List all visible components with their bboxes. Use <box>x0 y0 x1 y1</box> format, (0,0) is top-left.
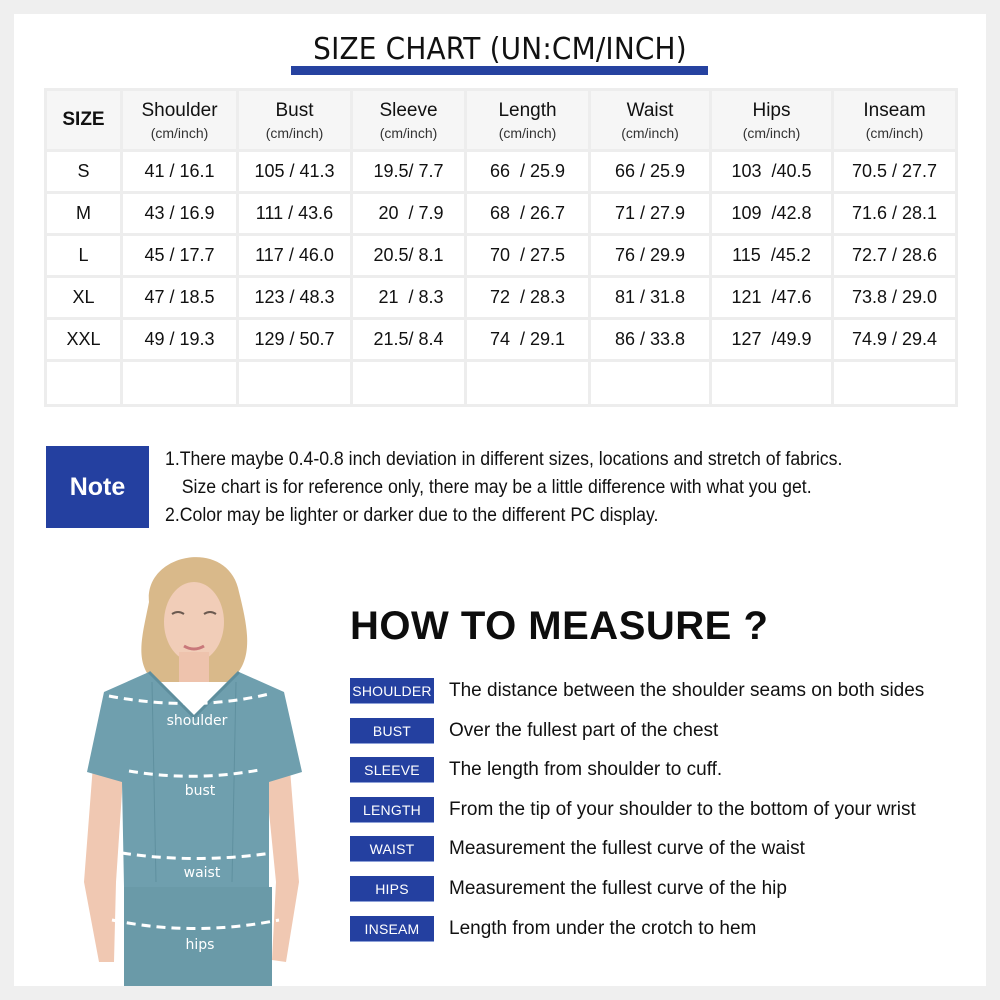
table-cell: 19.5/ 7.7 <box>352 151 466 193</box>
table-cell: 123 / 48.3 <box>238 277 352 319</box>
table-header-row <box>46 90 957 151</box>
title-underline-bar <box>291 66 708 75</box>
model-measurement-image <box>54 542 324 986</box>
size-cell: XL <box>46 277 122 319</box>
size-cell: M <box>46 193 122 235</box>
table-cell: 66 / 25.9 <box>590 151 711 193</box>
measure-tag: SLEEVE <box>350 757 434 783</box>
measure-item-shoulder <box>350 678 924 704</box>
table-cell: 47 / 18.5 <box>122 277 238 319</box>
table-cell: 49 / 19.3 <box>122 319 238 361</box>
table-cell: 105 / 41.3 <box>238 151 352 193</box>
column-header-inseam: Inseam (cm/inch) <box>833 90 957 151</box>
column-header-bust: Bust (cm/inch) <box>238 90 352 151</box>
table-cell: 72 / 28.3 <box>466 277 590 319</box>
measure-desc: Length from under the crotch to hem <box>449 918 757 939</box>
table-cell: 129 / 50.7 <box>238 319 352 361</box>
table-cell: 21.5/ 8.4 <box>352 319 466 361</box>
how-to-measure-title: HOW TO MEASURE ? <box>350 604 769 648</box>
measure-desc: The distance between the shoulder seams on both sides <box>449 680 925 701</box>
table-cell: 45 / 17.7 <box>122 235 238 277</box>
table-cell: 71 / 27.9 <box>590 193 711 235</box>
table-cell: 76 / 29.9 <box>590 235 711 277</box>
table-row <box>46 151 957 193</box>
measure-tag: INSEAM <box>350 916 434 942</box>
table-cell: 71.6 / 28.1 <box>833 193 957 235</box>
table-cell: 73.8 / 29.0 <box>833 277 957 319</box>
waist-label: waist <box>183 865 221 881</box>
table-cell: 86 / 33.8 <box>590 319 711 361</box>
measure-desc: Measurement the fullest curve of the waist <box>449 838 805 859</box>
table-row <box>46 277 957 319</box>
table-row <box>46 319 957 361</box>
table-cell: 111 / 43.6 <box>238 193 352 235</box>
table-cell: 74 / 29.1 <box>466 319 590 361</box>
measure-tag: BUST <box>350 718 434 744</box>
size-chart-page <box>14 14 986 986</box>
table-cell: 43 / 16.9 <box>122 193 238 235</box>
model-illustration <box>54 542 324 986</box>
column-header-hips: Hips (cm/inch) <box>711 90 833 151</box>
table-row <box>46 193 957 235</box>
table-cell: 117 / 46.0 <box>238 235 352 277</box>
table-cell: 41 / 16.1 <box>122 151 238 193</box>
table-cell: 81 / 31.8 <box>590 277 711 319</box>
hips-label: hips <box>185 937 215 953</box>
note-line-3: 2.Color may be lighter or darker due to the different PC display. <box>165 505 659 526</box>
column-header-size: SIZE <box>46 90 122 151</box>
measure-desc: From the tip of your shoulder to the bottom of your wrist <box>449 799 916 820</box>
measure-item-length <box>350 797 916 823</box>
table-cell: 127 /49.9 <box>711 319 833 361</box>
column-header-waist: Waist (cm/inch) <box>590 90 711 151</box>
note-text <box>165 446 909 530</box>
table-cell: 109 /42.8 <box>711 193 833 235</box>
column-header-sleeve: Sleeve (cm/inch) <box>352 90 466 151</box>
empty-table-row <box>46 361 957 406</box>
table-cell: 20 / 7.9 <box>352 193 466 235</box>
table-cell: 21 / 8.3 <box>352 277 466 319</box>
column-header-length: Length (cm/inch) <box>466 90 590 151</box>
measure-tag: SHOULDER <box>350 678 434 704</box>
bust-label: bust <box>184 783 216 799</box>
table-cell: 68 / 26.7 <box>466 193 590 235</box>
table-row <box>46 235 957 277</box>
table-cell: 70.5 / 27.7 <box>833 151 957 193</box>
table-cell: 115 /45.2 <box>711 235 833 277</box>
note-line-1: 1.There maybe 0.4-0.8 inch deviation in different sizes, locations and stretch of fabrics. <box>165 449 843 470</box>
measure-item-waist <box>350 836 805 862</box>
size-table <box>44 88 958 407</box>
table-cell: 72.7 / 28.6 <box>833 235 957 277</box>
measure-tag: HIPS <box>350 876 434 902</box>
shoulder-label: shoulder <box>166 713 228 729</box>
measure-desc: Measurement the fullest curve of the hip <box>449 878 787 899</box>
table-cell: 121 /47.6 <box>711 277 833 319</box>
note-line-2: Size chart is for reference only, there may be a little difference with what you get. <box>181 477 812 498</box>
table-cell: 74.9 / 29.4 <box>833 319 957 361</box>
table-cell: 66 / 25.9 <box>466 151 590 193</box>
title-block <box>290 32 710 72</box>
table-cell: 20.5/ 8.1 <box>352 235 466 277</box>
table-cell: 103 /40.5 <box>711 151 833 193</box>
page-title: SIZE CHART (UN:CM/INCH) <box>313 32 687 67</box>
size-cell: XXL <box>46 319 122 361</box>
measure-desc: The length from shoulder to cuff. <box>449 759 723 780</box>
measure-item-hips <box>350 876 787 902</box>
note-badge: Note <box>46 446 149 528</box>
measure-item-sleeve <box>350 757 722 783</box>
size-cell: S <box>46 151 122 193</box>
column-header-shoulder: Shoulder (cm/inch) <box>122 90 238 151</box>
measure-item-inseam <box>350 916 756 942</box>
measure-tag: WAIST <box>350 836 434 862</box>
size-cell: L <box>46 235 122 277</box>
measure-item-bust <box>350 718 718 744</box>
table-cell: 70 / 27.5 <box>466 235 590 277</box>
measure-tag: LENGTH <box>350 797 434 823</box>
measure-desc: Over the fullest part of the chest <box>449 720 719 741</box>
